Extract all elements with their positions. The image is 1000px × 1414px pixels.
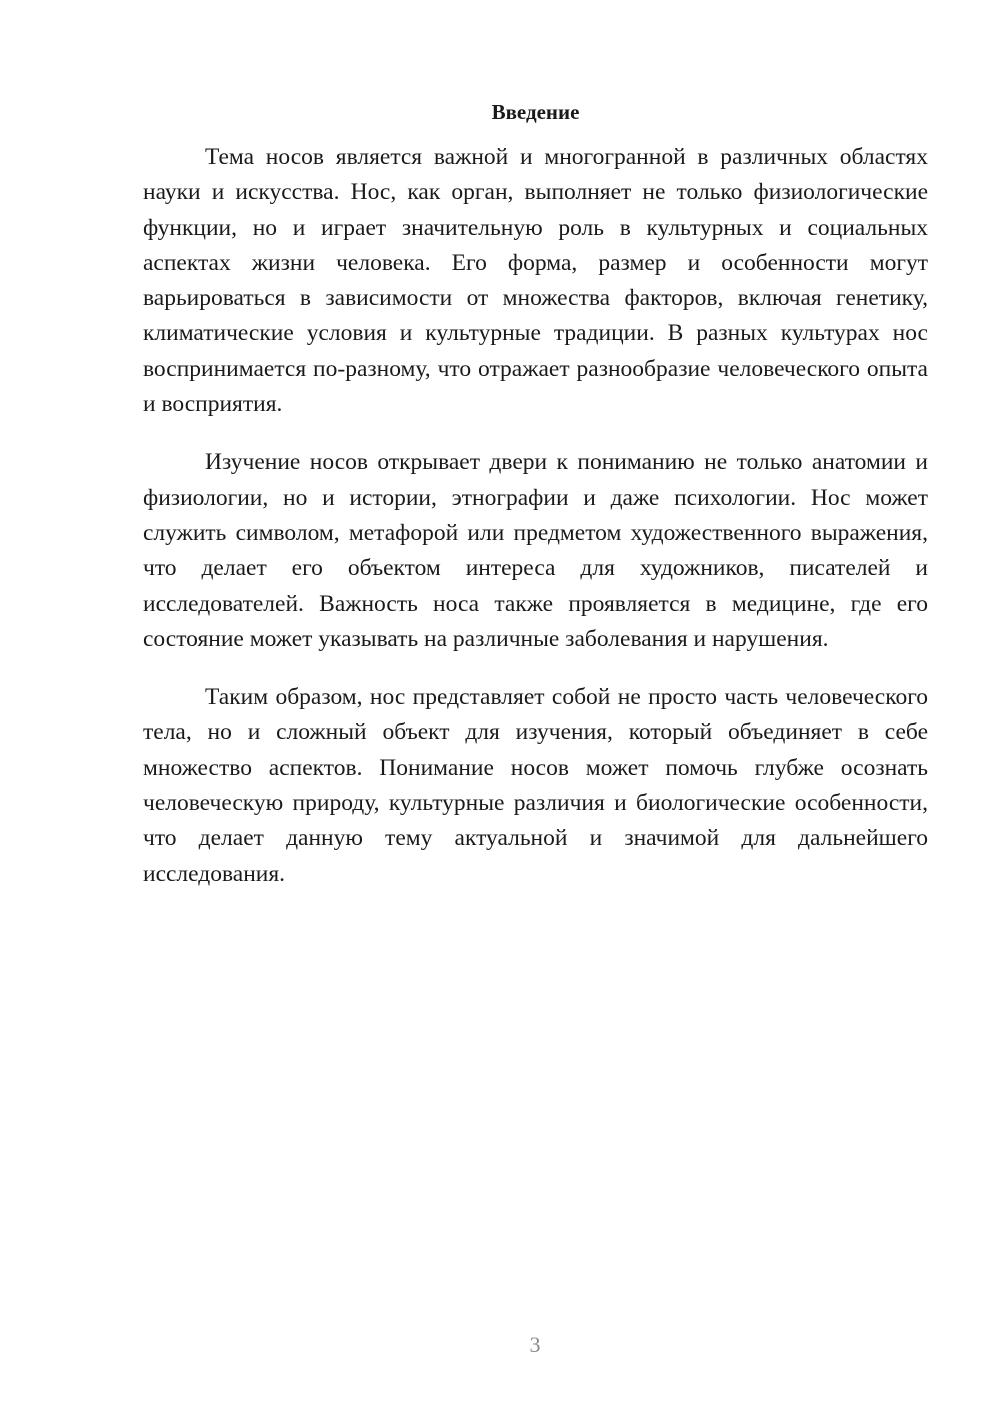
paragraph-3: Таким образом, нос представляет собой не просто часть человеческого тела, но и сложный объект для изучения, который объединяет в себе множество аспектов. Понимание носов может помочь глубже осознать человеческую природу, культурные различия и биологические особенности, что делает данную тему актуальной и значимой для дальнейшего исследования.: [143, 684, 928, 887]
page-content: [143, 96, 928, 915]
paragraph-1: Тема носов является важной и многогранной в различных областях науки и искусства. Нос, как орган, выполняет не только физиологические функции, но и играет значительную роль в культурных и социальных аспектах жизни человека. Его форма, размер и особенности могут варьироваться в зависимости от множества факторов, включая генетику, климатические условия и культурные традиции. В разных культурах нос воспринимается по-разному, что отражает разнообразие человеческого опыта и восприятия.: [143, 144, 928, 418]
page-number: 3: [529, 1332, 541, 1357]
paragraph-2: Изучение носов открывает двери к пониманию не только анатомии и физиологии, но и истории, этнографии и даже психологии. Нос может служить символом, метафорой или предметом художественного выражения, что делает его объектом интереса для художников, писателей и исследователей. Важность носа также проявляется в медицине, где его состояние может указывать на различные заболевания и нарушения.: [143, 449, 928, 652]
section-title: Введение: [491, 100, 580, 124]
